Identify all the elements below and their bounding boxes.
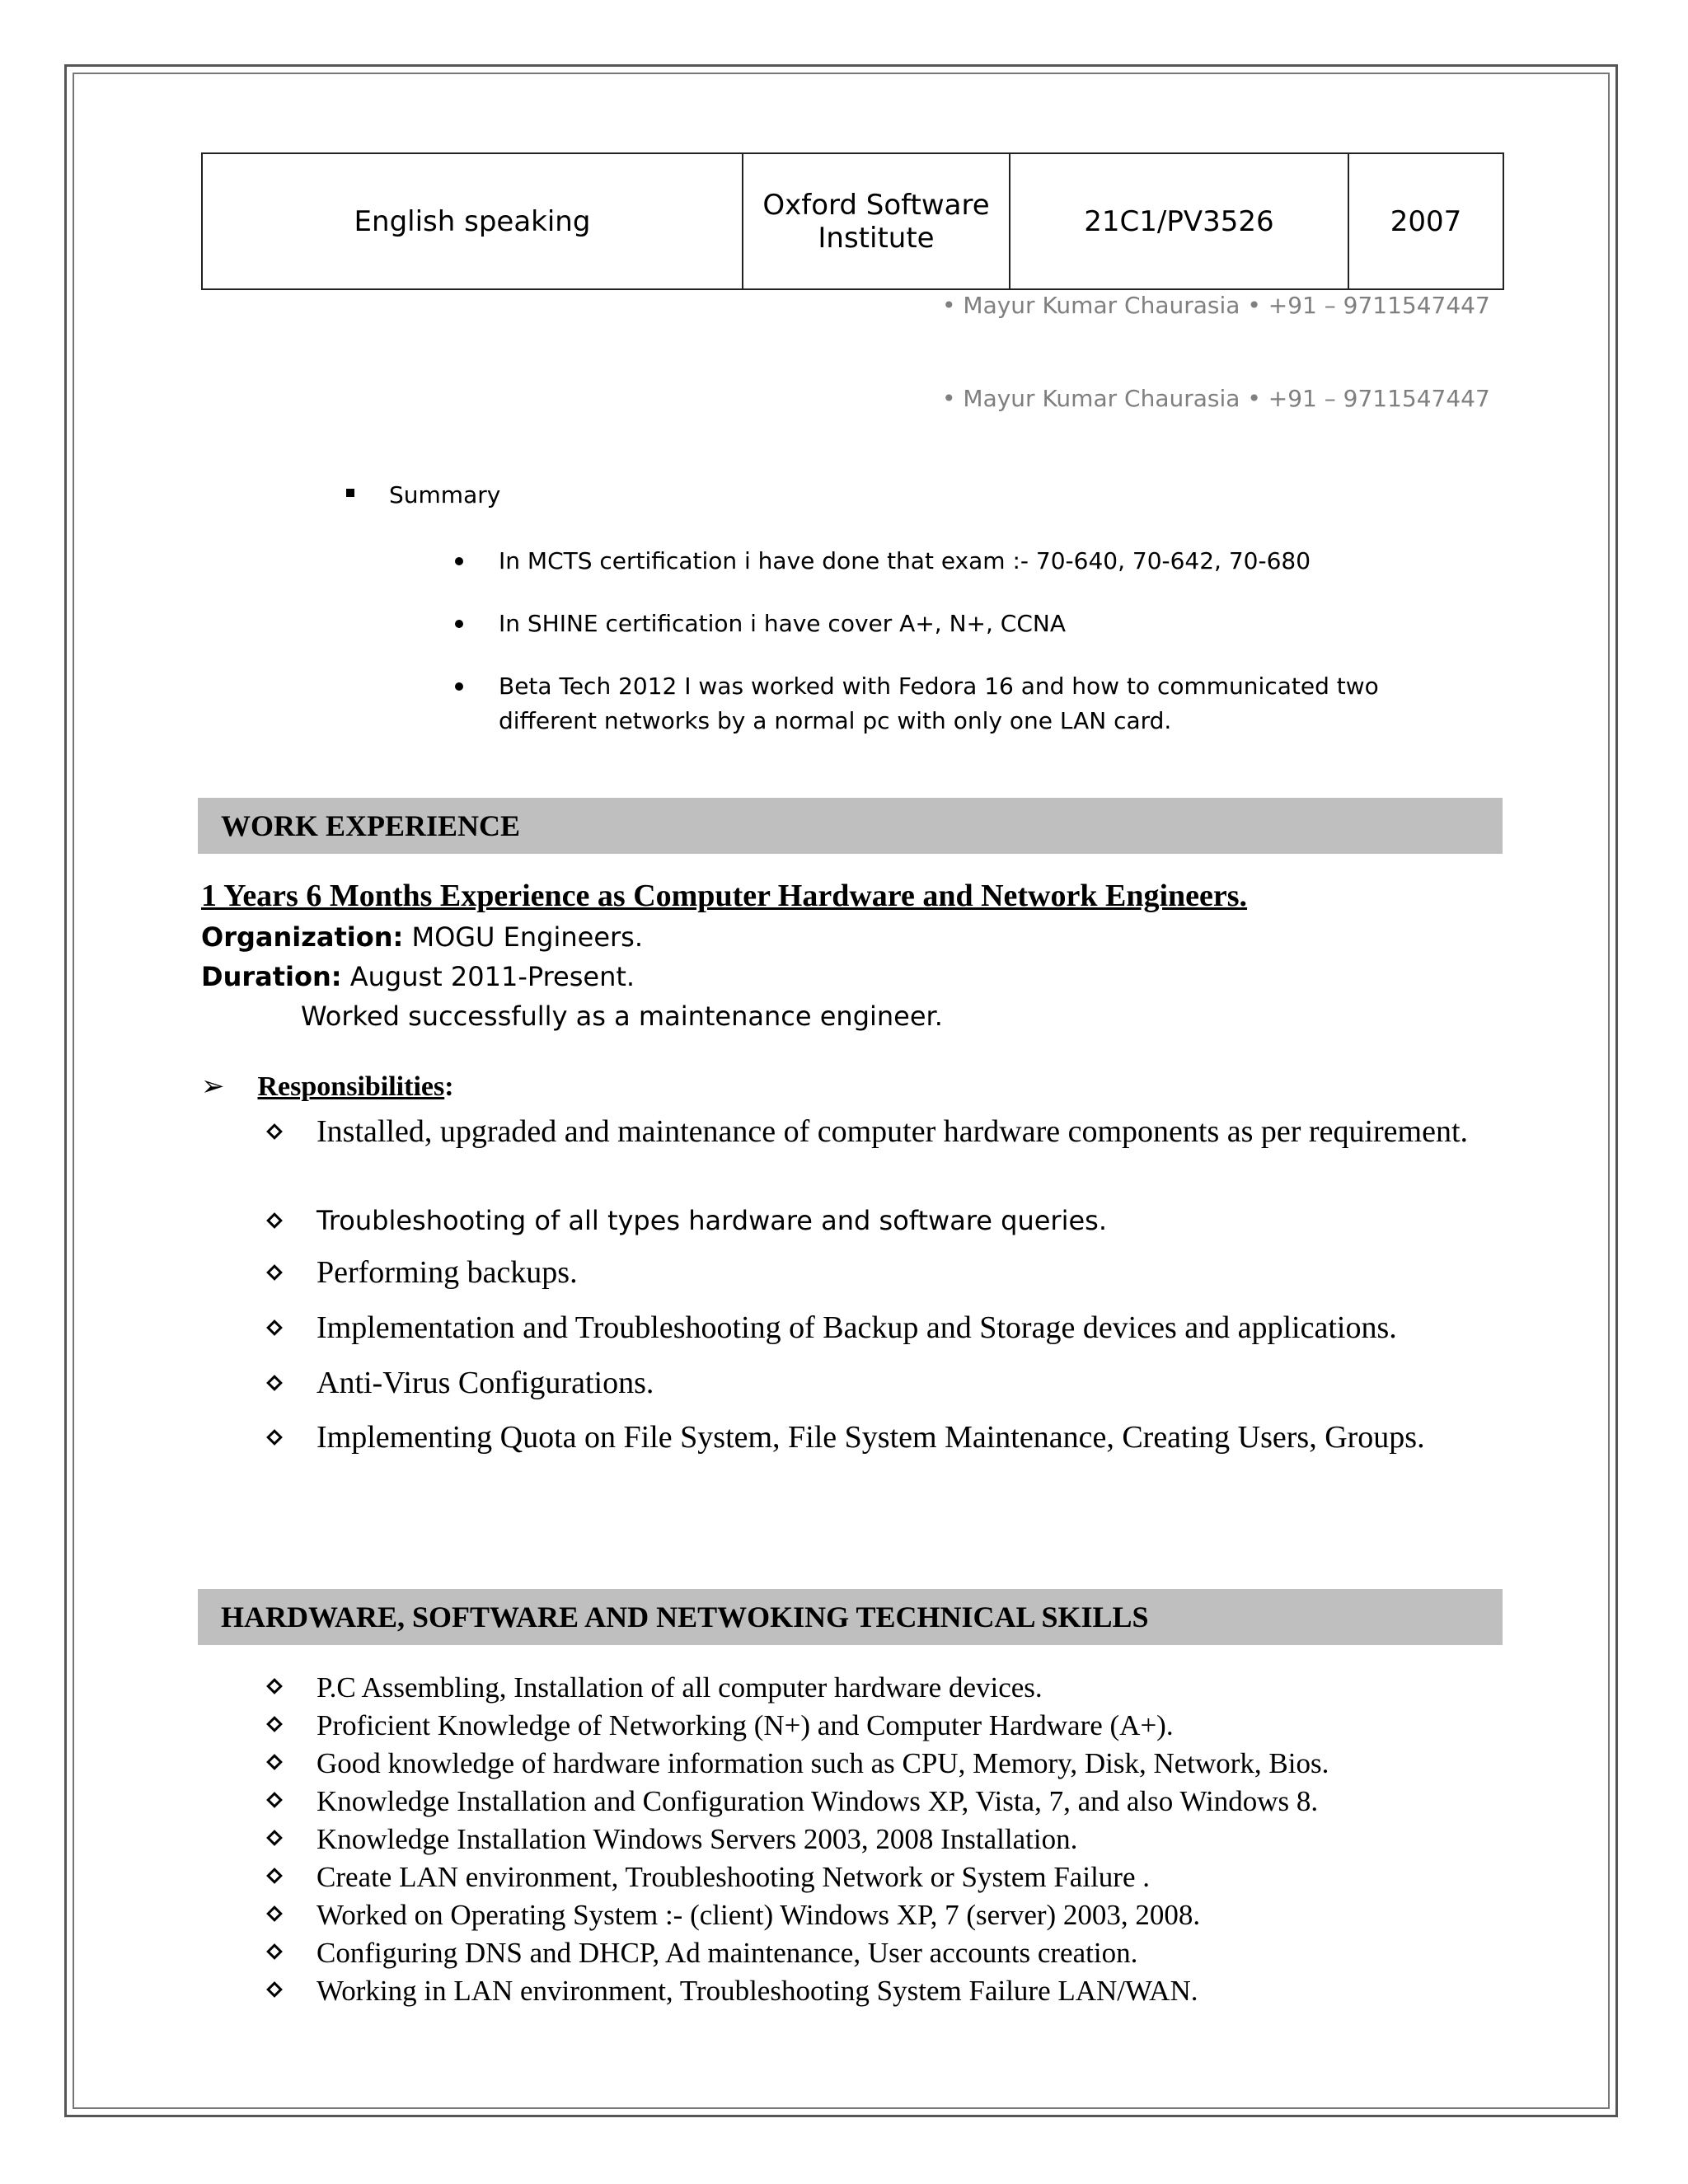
skill-text: Proficient Knowledge of Networking (N+) and Computer Hardware (A+). bbox=[316, 1709, 1174, 1741]
skill-text: Worked on Operating System :- (client) Windows XP, 7 (server) 2003, 2008. bbox=[316, 1899, 1201, 1931]
summary-item-text: In SHINE certification i have cover A+, N+, CCNA bbox=[499, 610, 1066, 637]
diamond-bullet-icon bbox=[266, 1716, 283, 1732]
list-item bbox=[264, 1745, 1500, 1782]
responsibility-text: Anti-Virus Configurations. bbox=[316, 1366, 654, 1400]
table-row bbox=[202, 153, 1503, 289]
contact-line: • Mayur Kumar Chaurasia • +91 – 9711547447 bbox=[942, 385, 1490, 412]
diamond-bullet-icon bbox=[266, 1678, 283, 1694]
list-item bbox=[264, 1934, 1500, 1971]
list-item bbox=[264, 1202, 1500, 1240]
list-item bbox=[264, 1821, 1500, 1858]
responsibilities-label: Responsibilities bbox=[257, 1071, 445, 1102]
responsibility-text: Installed, upgraded and maintenance of computer hardware components as per requirement. bbox=[316, 1114, 1469, 1149]
certificate-id-cell: 21C1/PV3526 bbox=[1010, 153, 1348, 289]
summary-heading-label: Summary bbox=[389, 481, 501, 509]
organization-label: Organization: bbox=[201, 921, 404, 953]
diamond-bullet-icon bbox=[266, 1375, 283, 1391]
list-item bbox=[264, 1858, 1500, 1896]
list-item bbox=[264, 1309, 1500, 1347]
skill-text: Create LAN environment, Troubleshooting Network or System Failure . bbox=[316, 1861, 1150, 1893]
responsibility-text: Implementing Quota on File System, File System Maintenance, Creating Users, Groups. bbox=[316, 1420, 1425, 1455]
skill-text: Working in LAN environment, Troubleshooting System Failure LAN/WAN. bbox=[316, 1975, 1198, 2007]
arrow-bullet-icon: ➢ bbox=[201, 1071, 225, 1102]
contact-line: • Mayur Kumar Chaurasia • +91 – 9711547447 bbox=[942, 292, 1490, 319]
duration-label: Duration: bbox=[201, 961, 342, 992]
skill-text: Good knowledge of hardware information such as CPU, Memory, Disk, Network, Bios. bbox=[316, 1747, 1329, 1779]
list-item bbox=[264, 1418, 1500, 1456]
year-cell: 2007 bbox=[1348, 153, 1503, 289]
organization-line bbox=[201, 921, 643, 953]
square-bullet-icon bbox=[346, 489, 354, 497]
diamond-bullet-icon bbox=[266, 1868, 283, 1884]
summary-item-text: Beta Tech 2012 I was worked with Fedora 16 and how to communicated two different networks by a normal pc with only one LAN card. bbox=[499, 673, 1379, 734]
responsibility-text: Troubleshooting of all types hardware and software queries. bbox=[316, 1205, 1107, 1236]
skill-text: Knowledge Installation Windows Servers 2003, 2008 Installation. bbox=[316, 1823, 1078, 1855]
course-cell: English speaking bbox=[202, 153, 743, 289]
diamond-bullet-icon bbox=[266, 1905, 283, 1922]
technical-skills-heading: HARDWARE, SOFTWARE AND NETWOKING TECHNICAL SKILLS bbox=[198, 1589, 1503, 1645]
diamond-bullet-icon bbox=[266, 1754, 283, 1770]
skill-text: Knowledge Installation and Configuration Windows XP, Vista, 7, and also Windows 8. bbox=[316, 1785, 1319, 1817]
bullet-icon bbox=[455, 557, 463, 565]
diamond-bullet-icon bbox=[266, 1212, 283, 1229]
list-item bbox=[445, 607, 1475, 641]
list-item bbox=[264, 1783, 1500, 1820]
duration-value: August 2011-Present. bbox=[341, 961, 635, 992]
responsibility-text: Implementation and Troubleshooting of Backup and Storage devices and applications. bbox=[316, 1310, 1397, 1345]
institute-cell: Oxford Software Institute bbox=[743, 153, 1010, 289]
list-item bbox=[264, 1113, 1500, 1151]
summary-heading bbox=[346, 481, 500, 509]
responsibilities-colon: : bbox=[444, 1071, 454, 1102]
bullet-icon bbox=[455, 620, 463, 628]
duration-line bbox=[201, 961, 635, 992]
diamond-bullet-icon bbox=[266, 1792, 283, 1808]
organization-value: MOGU Engineers. bbox=[403, 921, 643, 953]
list-item bbox=[264, 1972, 1500, 2009]
diamond-bullet-icon bbox=[266, 1123, 283, 1140]
list-item bbox=[264, 1707, 1500, 1744]
experience-title: 1 Years 6 Months Experience as Computer Hardware and Network Engineers. bbox=[201, 879, 1248, 913]
work-experience-heading: WORK EXPERIENCE bbox=[198, 798, 1503, 854]
list-item bbox=[445, 669, 1475, 738]
list-item bbox=[264, 1896, 1500, 1933]
diamond-bullet-icon bbox=[266, 1943, 283, 1960]
bullet-icon bbox=[455, 682, 463, 691]
list-item bbox=[445, 544, 1475, 579]
diamond-bullet-icon bbox=[266, 1264, 283, 1281]
work-note: Worked successfully as a maintenance engineer. bbox=[301, 1001, 943, 1032]
list-item bbox=[264, 1254, 1500, 1291]
diamond-bullet-icon bbox=[266, 1319, 283, 1336]
responsibility-text: Performing backups. bbox=[316, 1255, 578, 1290]
skill-text: P.C Assembling, Installation of all computer hardware devices. bbox=[316, 1671, 1043, 1704]
list-item bbox=[264, 1669, 1500, 1706]
list-item bbox=[264, 1364, 1500, 1402]
responsibilities-heading bbox=[201, 1070, 454, 1103]
diamond-bullet-icon bbox=[266, 1429, 283, 1446]
certification-table bbox=[201, 152, 1504, 290]
summary-item-text: In MCTS certification i have done that exam :- 70-640, 70-642, 70-680 bbox=[499, 547, 1311, 574]
skill-text: Configuring DNS and DHCP, Ad maintenance, User accounts creation. bbox=[316, 1937, 1138, 1969]
diamond-bullet-icon bbox=[266, 1981, 283, 1998]
diamond-bullet-icon bbox=[266, 1830, 283, 1846]
